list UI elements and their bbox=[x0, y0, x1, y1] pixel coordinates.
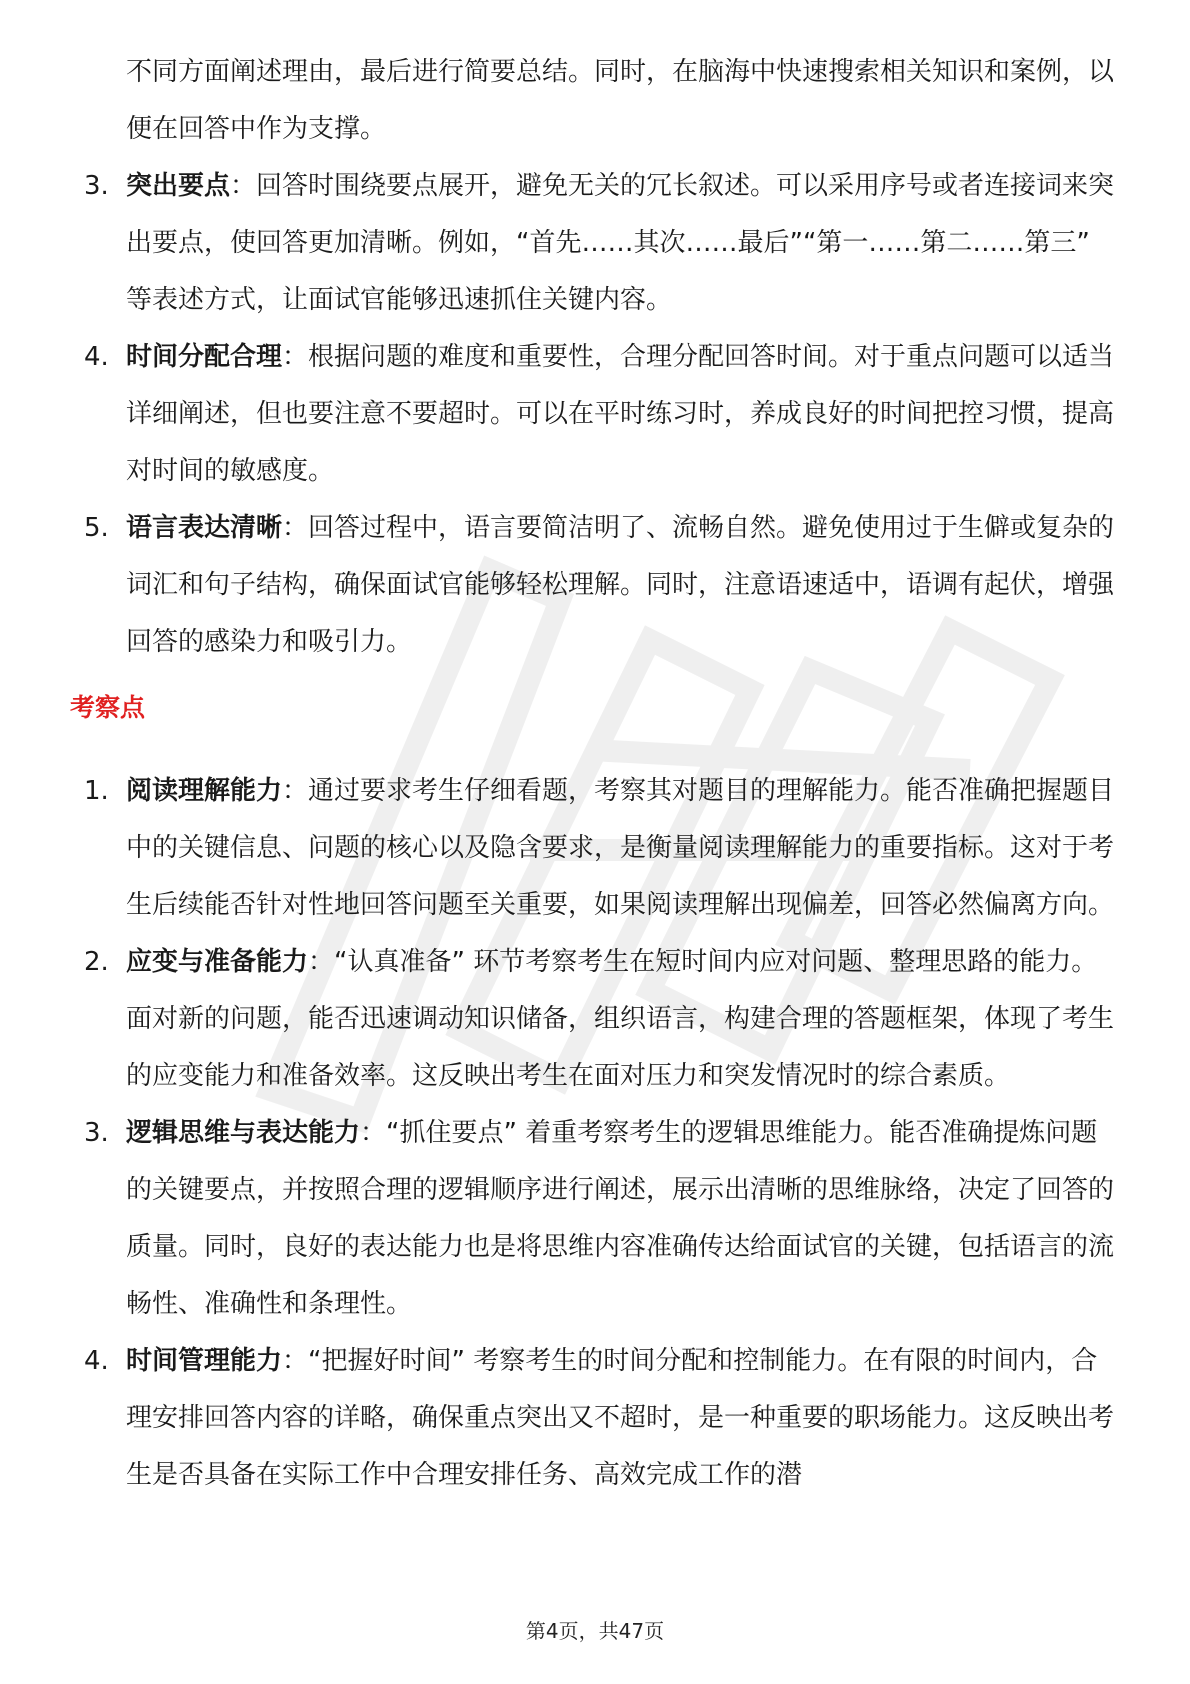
point-text: ：通过要求考生仔细看题，考察其对题目的理解能力。能否准确把握题目中的关键信息、问题的核心以及隐含要求，是衡量阅读理解能力的重要指标。这对于考生后续能否针对性地回答问题至关重要，如果阅读理解出现偏差，回答必然偏离方向。 bbox=[126, 776, 1115, 920]
point-title: 逻辑思维与表达能力 bbox=[126, 1118, 361, 1148]
tip-number: 4. bbox=[84, 342, 109, 372]
tip-title: 语言表达清晰 bbox=[126, 513, 283, 543]
page-number-footer: 第4页，共47页 bbox=[525, 1619, 665, 1643]
tip-text: ：回答过程中，语言要简洁明了、流畅自然。避免使用过于生僻或复杂的词汇和句子结构，确保面试官能够轻松理解。同时，注意语速适中，语调有起伏，增强回答的感染力和吸引力。 bbox=[126, 513, 1115, 657]
tip-title: 时间分配合理 bbox=[126, 342, 283, 372]
tip-text: ：根据问题的难度和重要性，合理分配回答时间。对于重点问题可以适当详细阐述，但也要注意不要超时。可以在平时练习时，养成良好的时间把控习惯，提高对时间的敏感度。 bbox=[126, 342, 1115, 486]
points-list bbox=[70, 763, 1120, 1504]
point-text: ：“把握好时间” 考察考生的时间分配和控制能力。在有限的时间内，合理安排回答内容的详略，确保重点突出又不超时，是一种重要的职场能力。这反映出考生是否具备在实际工作中合理安排任务、高效完成工作的潜 bbox=[126, 1346, 1115, 1490]
point-title: 时间管理能力 bbox=[126, 1346, 283, 1376]
point-title: 阅读理解能力 bbox=[126, 776, 283, 806]
continued-paragraph bbox=[70, 44, 1120, 158]
document-body bbox=[70, 44, 1120, 1504]
tip-item bbox=[70, 329, 1120, 500]
point-item bbox=[70, 1105, 1120, 1333]
tip-item bbox=[70, 500, 1120, 671]
point-item bbox=[70, 1333, 1120, 1504]
tip-text: ：回答时围绕要点展开，避免无关的冗长叙述。可以采用序号或者连接词来突出要点，使回答更加清晰。例如，“首先……其次……最后”“第一……第二……第三” 等表述方式，让面试官能够迅速抓住关键内容。 bbox=[126, 171, 1115, 315]
tip-number: 3. bbox=[84, 171, 109, 201]
point-text: ：“抓住要点” 着重考察考生的逻辑思维能力。能否准确提炼问题的关键要点，并按照合理的逻辑顺序进行阐述，展示出清晰的思维脉络，决定了回答的质量。同时，良好的表达能力也是将思维内容准确传达给面试官的关键，包括语言的流畅性、准确性和条理性。 bbox=[126, 1118, 1115, 1319]
tip-title: 突出要点 bbox=[126, 171, 231, 201]
point-number: 1. bbox=[84, 776, 109, 806]
tip-number: 5. bbox=[84, 513, 109, 543]
point-item bbox=[70, 934, 1120, 1105]
point-text: ：“认真准备” 环节考察考生在短时间内应对问题、整理思路的能力。面对新的问题，能否迅速调动知识储备，组织语言，构建合理的答题框架，体现了考生的应变能力和准备效率。这反映出考生在面对压力和突发情况时的综合素质。 bbox=[126, 947, 1115, 1091]
tips-list bbox=[70, 158, 1120, 671]
point-item bbox=[70, 763, 1120, 934]
point-number: 2. bbox=[84, 947, 109, 977]
tip-item bbox=[70, 158, 1120, 329]
point-title: 应变与准备能力 bbox=[126, 947, 309, 977]
point-number: 3. bbox=[84, 1118, 109, 1148]
section-heading: 考察点 bbox=[70, 693, 146, 722]
continued-paragraph-text: 不同方面阐述理由，最后进行简要总结。同时，在脑海中快速搜索相关知识和案例，以便在回答中作为支撑。 bbox=[126, 57, 1115, 144]
point-number: 4. bbox=[84, 1346, 109, 1376]
